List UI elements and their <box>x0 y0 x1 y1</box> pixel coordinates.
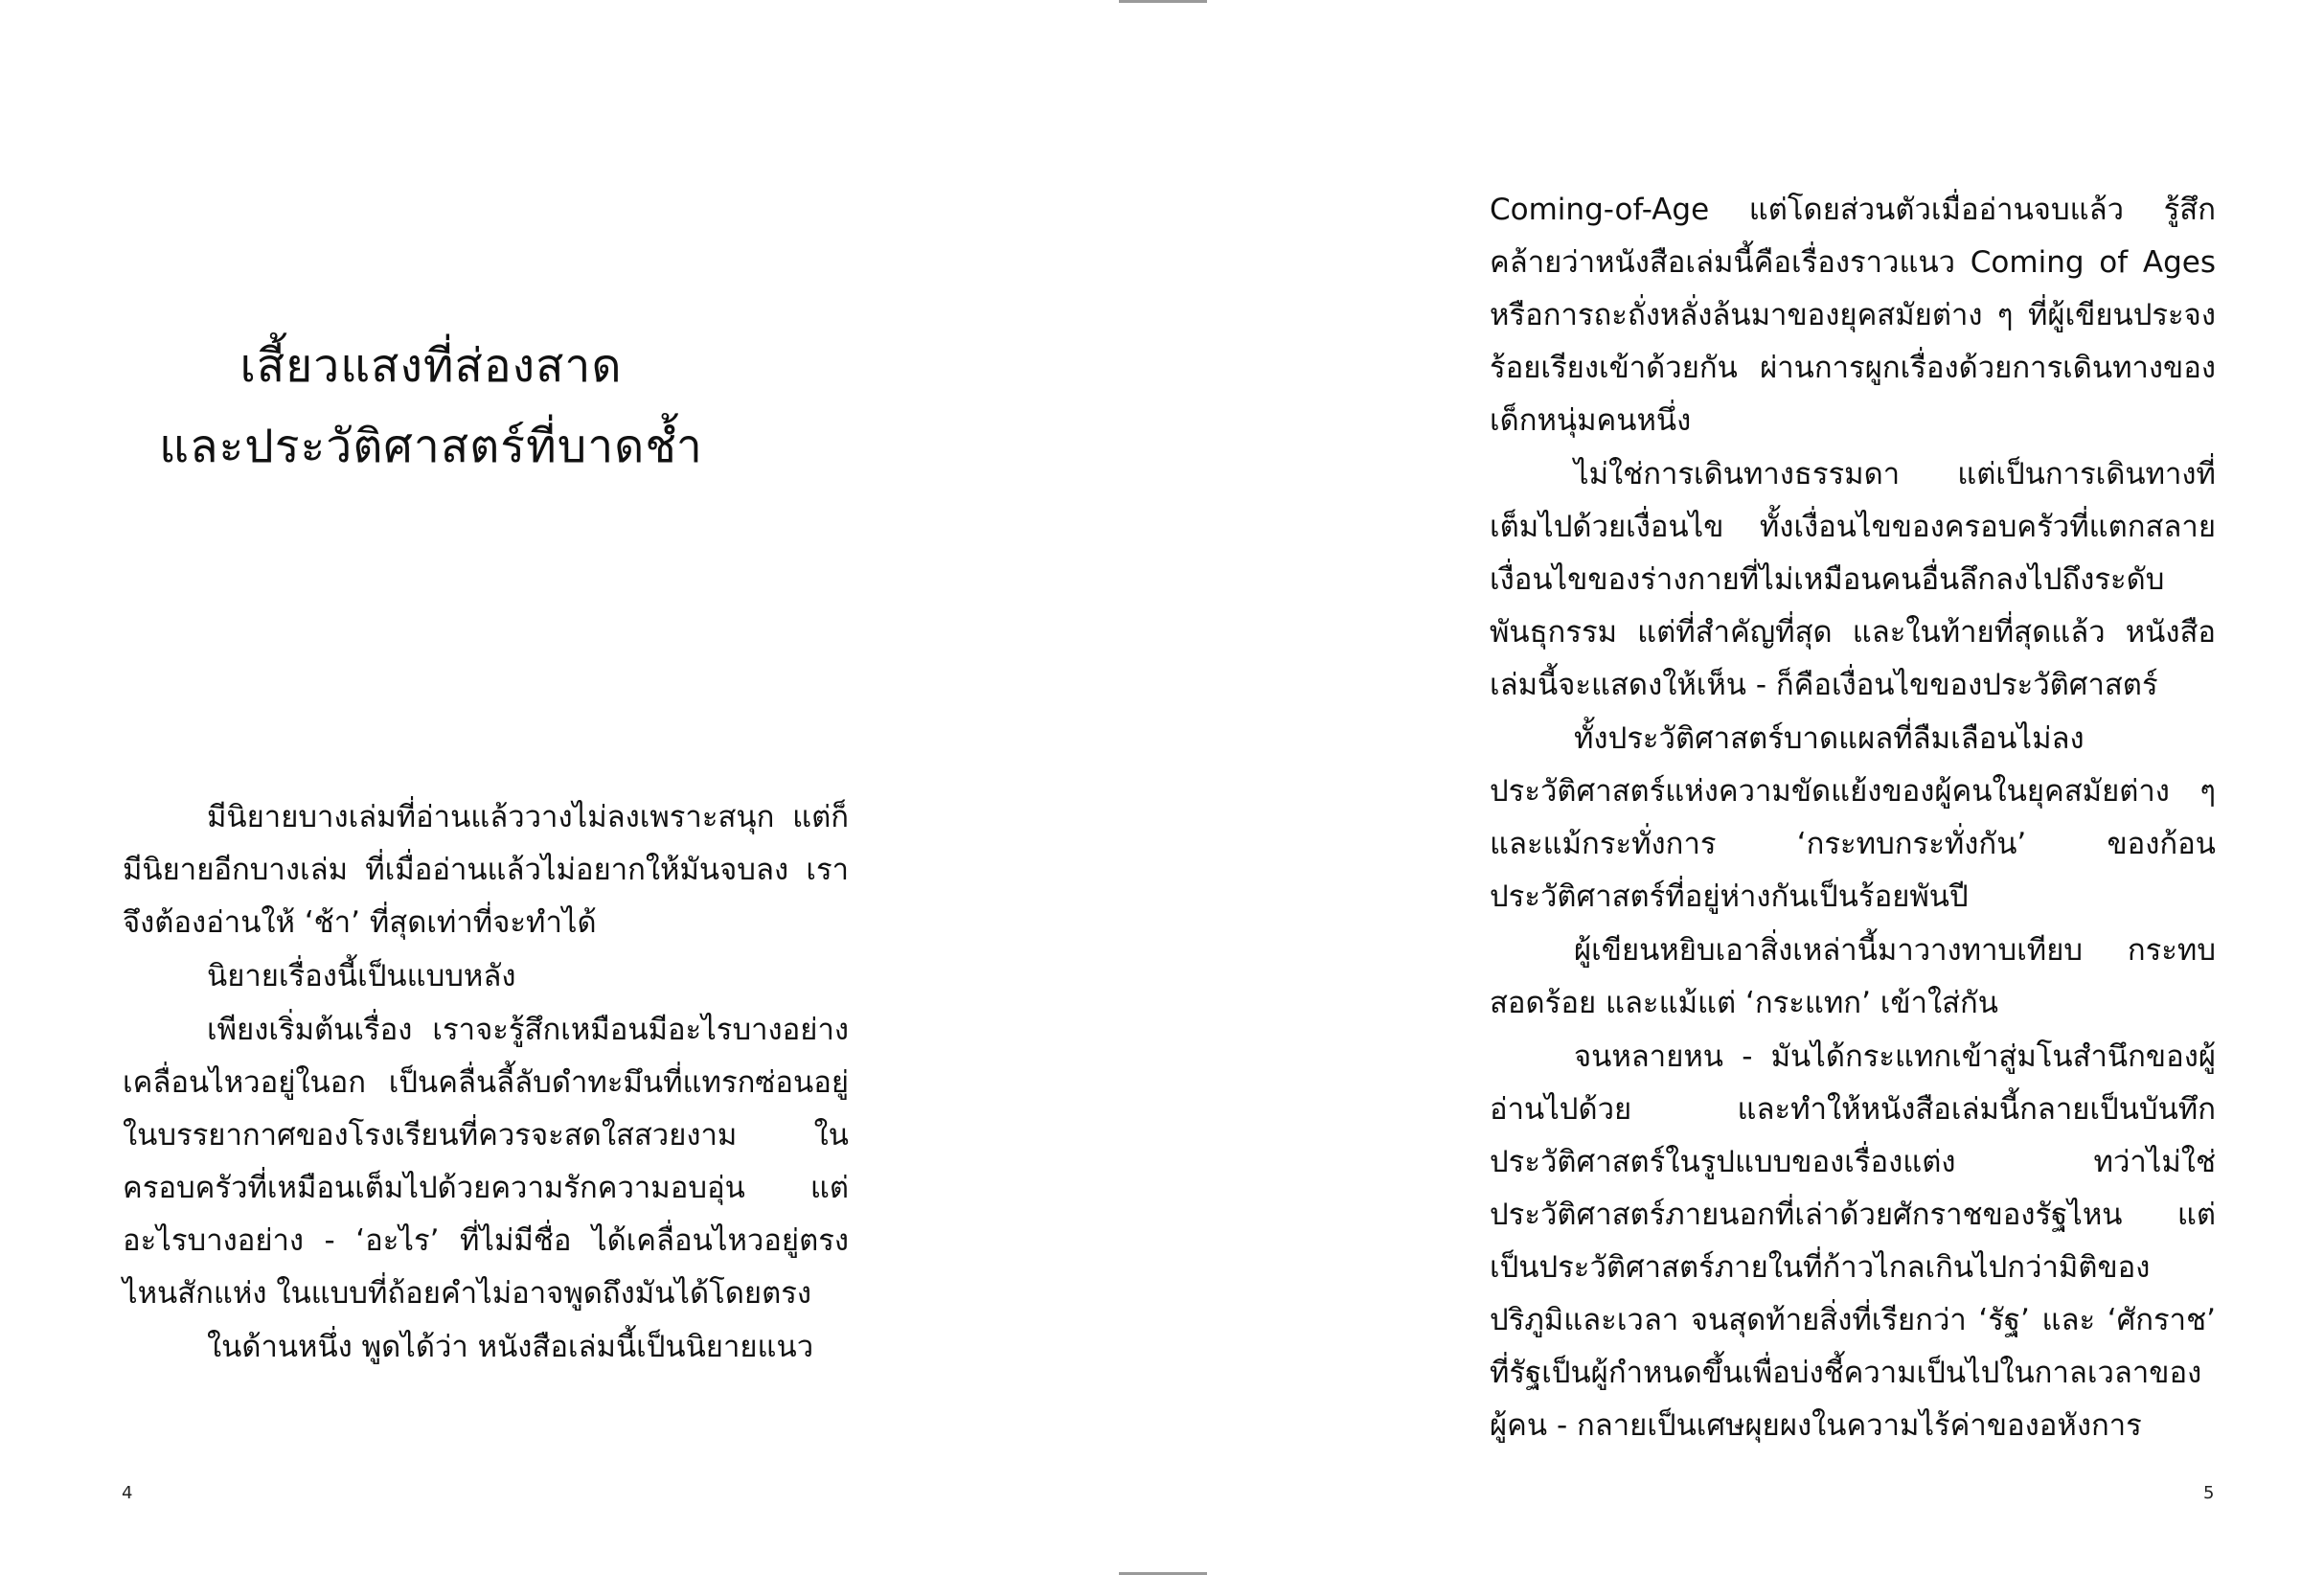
page-number: 5 <box>2203 1483 2215 1503</box>
right-page <box>1162 0 2324 1575</box>
page-number: 4 <box>122 1483 133 1503</box>
right-page-body <box>1490 184 2216 1453</box>
paragraph: ไม่ใช่การเดินทางธรรมดา แต่เป็นการเดินทางที่เต็มไปด้วยเงื่อนไข ทั้งเงื่อนไขของครอบครัวที่แตกสลาย เงื่อนไขของร่างกายที่ไม่เหมือนคนอื่นลึกลงไปถึงระดับพันธุกรรม แต่ที่สำคัญที่สุด และในท้ายที่สุดแล้ว หนังสือเล่มนี้จะแสดงให้เห็น - ก็คือเงื่อนไขของประวัติศาสตร์ <box>1490 457 2216 702</box>
paragraph: นิยายเรื่องนี้เป็นแบบหลัง <box>207 959 516 993</box>
paragraph: ผู้เขียนหยิบเอาสิ่งเหล่านี้มาวางทาบเทียบ กระทบสอดร้อย และแม้แต่ ‘กระแทก’ เข้าใส่กัน <box>1490 933 2216 1020</box>
paragraph: จนหลายหน - มันได้กระแทกเข้าสู่มโนสำนึกของผู้อ่านไปด้วย และทำให้หนังสือเล่มนี้กลายเป็นบันทึกประวัติศาสตร์ในรูปแบบของเรื่องแต่ง ทว่าไม่ใช่ประวัติศาสตร์ภายนอกที่เล่าด้วยศักราชของรัฐไหน แต่เป็นประวัติศาสตร์ภายในที่ก้าวไกลเกินไปกว่ามิติของปริภูมิและเวลา จนสุดท้ายสิ่งที่เรียกว่า ‘รัฐ’ และ ‘ศักราช’ ที่รัฐเป็นผู้กำหนดขึ้นเพื่อบ่งชี้ความเป็นไปในกาลเวลาของผู้คน - กลายเป็นเศษผุยผงในความไร้ค่าของอหังการ <box>1490 1039 2216 1443</box>
paragraph: เพียงเริ่มต้นเรื่อง เราจะรู้สึกเหมือนมีอะไรบางอย่างเคลื่อนไหวอยู่ในอก เป็นคลื่นลี้ลับดำทะมึนที่แทรกซ่อนอยู่ในบรรยากาศของโรงเรียนที่ควรจะสดใสสวยงาม ในครอบครัวที่เหมือนเต็มไปด้วยความรักความอบอุ่น แต่อะไรบางอย่าง - ‘อะไร’ ที่ไม่มีชื่อ ได้เคลื่อนไหวอยู่ตรงไหนสักแห่ง ในแบบที่ถ้อยคำไม่อาจพูดถึงมันได้โดยตรง <box>123 1013 849 1311</box>
chapter-title-line: เสี้ยวแสงที่ส่องสาด <box>239 339 623 393</box>
paragraph: มีนิยายบางเล่มที่อ่านแล้ววางไม่ลงเพราะสนุก แต่ก็มีนิยายอีกบางเล่ม ที่เมื่ออ่านแล้วไม่อยากให้มันจบลง เราจึงต้องอ่านให้ ‘ช้า’ ที่สุดเท่าที่จะทำได้ <box>123 800 849 940</box>
left-page-body <box>123 791 849 1375</box>
paragraph-continuation: Coming-of-Age แต่โดยส่วนตัวเมื่ออ่านจบแล้ว รู้สึกคล้ายว่าหนังสือเล่มนี้คือเรื่องราวแนว Coming of Ages หรือการถะถั่งหลั่งล้นมาของยุคสมัยต่าง ๆ ที่ผู้เขียนประจงร้อยเรียงเข้าด้วยกัน ผ่านการผูกเรื่องด้วยการเดินทางของเด็กหนุ่มคนหนึ่ง <box>1490 193 2216 438</box>
paragraph: ในด้านหนึ่ง พูดได้ว่า หนังสือเล่มนี้เป็นนิยายแนว <box>207 1330 814 1364</box>
chapter-title-line: และประวัติศาสตร์ที่บาดช้ำ <box>159 420 703 473</box>
chapter-title <box>105 326 757 487</box>
paragraph: ทั้งประวัติศาสตร์บาดแผลที่ลืมเลือนไม่ลง ประวัติศาสตร์แห่งความขัดแย้งของผู้คนในยุคสมัยต่าง ๆ และแม้กระทั่งการ ‘กระทบกระทั่งกัน’ ของก้อนประวัติศาสตร์ที่อยู่ห่างกันเป็นร้อยพันปี <box>1490 721 2216 914</box>
